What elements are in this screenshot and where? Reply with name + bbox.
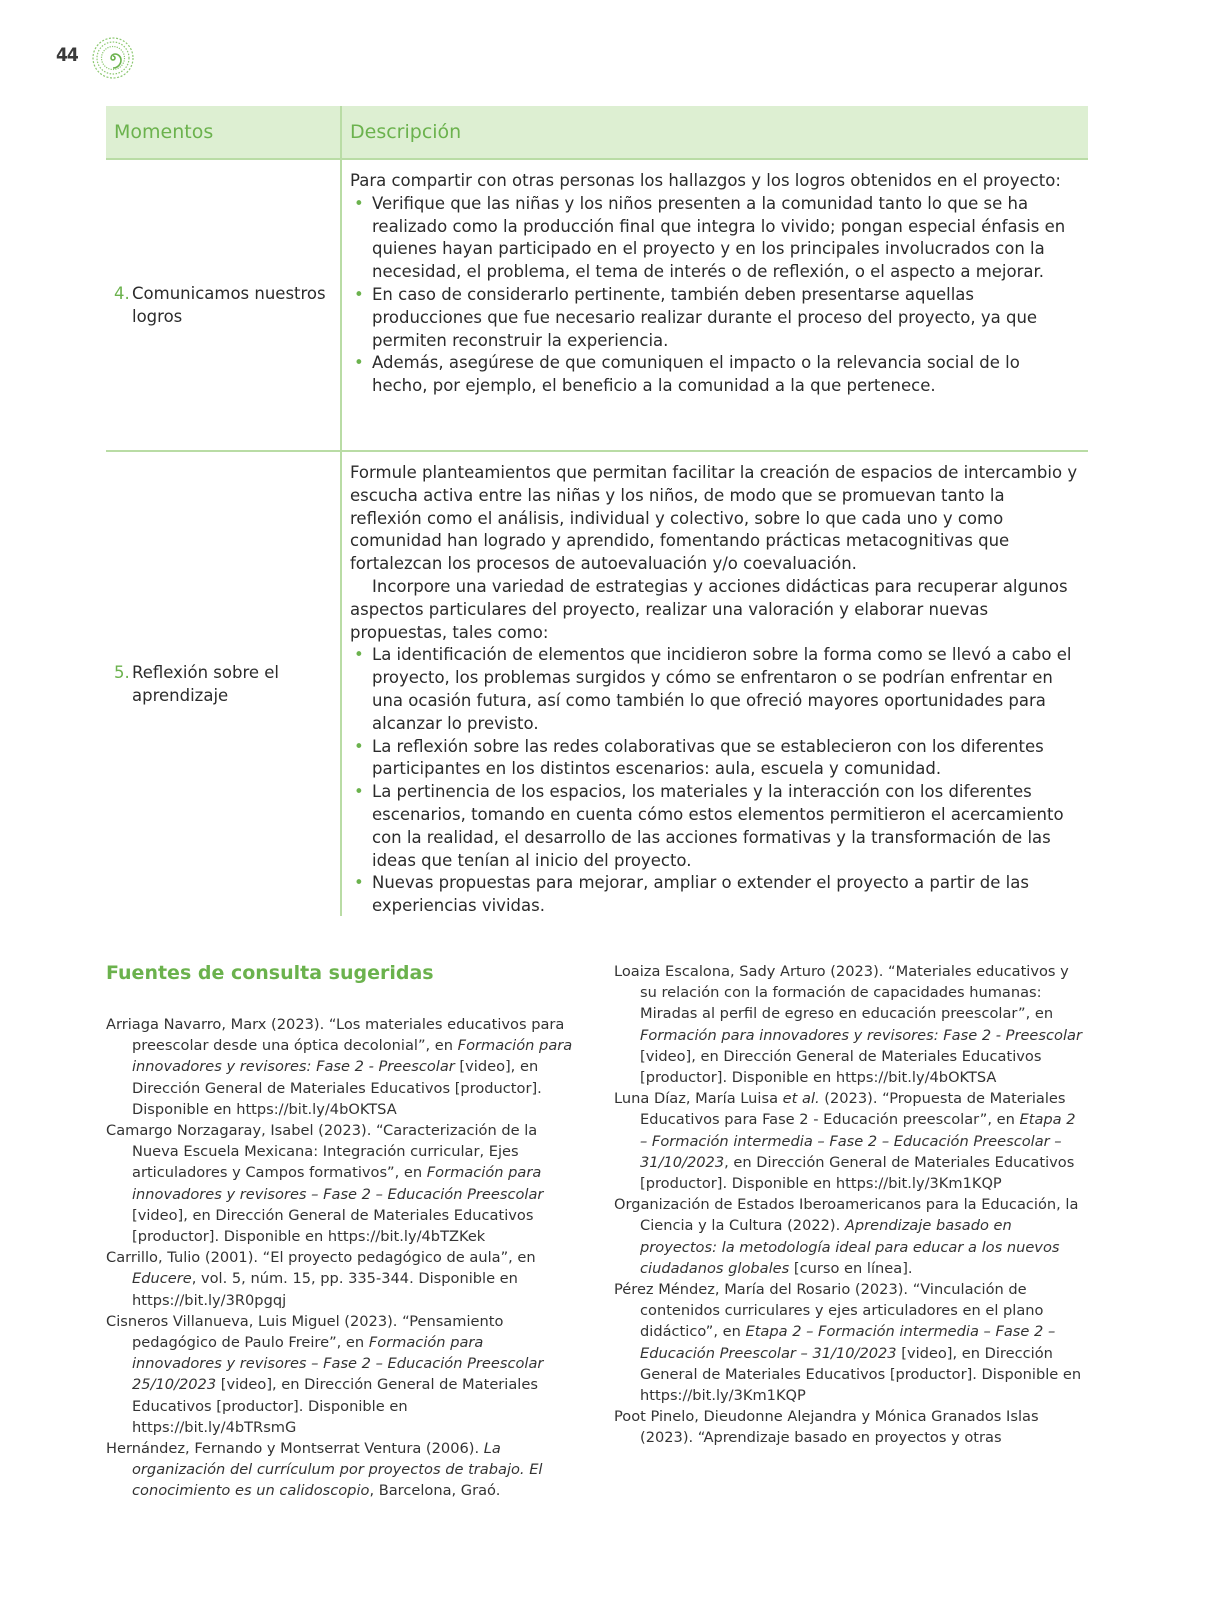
description-list [350, 193, 1080, 398]
list-item: • La identificación de elementos que incidieron sobre la forma como se llevó a cabo el proyecto, los problemas surgidos y cómo se enfrentaron o se podrían enfrentar en una ocasión futura, así como también lo que ofreció mayores oportunidades para alcanzar lo previsto. [354, 645, 1072, 733]
reference-item: Organización de Estados Iberoamericanos para la Educación, la Ciencia y la Cultura (2022). Aprendizaje basado en proyectos: la metodología ideal para educar a los nuevos ciudadanos globales [curso en línea]. [614, 1196, 1079, 1277]
bullet-icon: • [354, 193, 364, 213]
references-right-column [614, 961, 1084, 1449]
list-item: • La reflexión sobre las redes colaborativas que se establecieron con los diferentes participantes en los distintos escenarios: aula, escuela y comunidad. [354, 736, 1044, 779]
sources-title: Fuentes de consulta sugeridas [106, 962, 434, 984]
list-item: • Verifique que las niñas y los niños presenten a la comunidad tanto lo que se ha realizado como la producción final que integra lo vivido; pongan especial énfasis en quienes hayan participado en el proyecto y en los principales involucrados con la necesidad, el problema, el tema de interés o de reflexión, o el aspecto a mejorar. [354, 193, 1066, 282]
spiral-sun-logo-icon [91, 36, 135, 80]
bullet-icon: • [354, 873, 364, 893]
moment-label: Comunicamos nuestros logros [132, 284, 326, 326]
list-item: • Nuevas propuestas para mejorar, ampliar o extender el proyecto a partir de las experiencias vividas. [354, 873, 1029, 916]
description-intro: Para compartir con otras personas los hallazgos y los logros obtenidos en el proyecto: [350, 171, 1061, 190]
moment-number: 4. [114, 284, 130, 303]
bullet-icon: • [354, 782, 364, 802]
reference-item: Poot Pinelo, Dieudonne Alejandra y Mónica Granados Islas (2023). “Aprendizaje basado en proyectos y otras [614, 1408, 1039, 1447]
table-row [106, 160, 1088, 452]
reference-item: Arriaga Navarro, Marx (2023). “Los materiales educativos para preescolar desde una óptica decolonial”, en Formación para innovadores y revisores: Fase 2 - Preescolar [video], en Dirección General de Materiales Educativos [productor]. Disponible en https://bit.ly/4bOKTSA [106, 1016, 573, 1118]
table-row [106, 452, 1088, 916]
reference-item: Hernández, Fernando y Montserrat Ventura (2006). La organización del currículum por proyectos de trabajo. El conocimiento es un calidoscopio, Barcelona, Graó. [106, 1440, 543, 1500]
moments-table [106, 106, 1088, 916]
bullet-icon: • [354, 645, 364, 665]
description-list [350, 644, 1080, 918]
reference-item: Carrillo, Tulio (2001). “El proyecto pedagógico de aula”, en Educere, vol. 5, núm. 15, pp. 335-344. Disponible en https://bit.ly/3R0pgqj [106, 1249, 536, 1309]
reference-item: Camargo Norzagaray, Isabel (2023). “Caracterización de la Nueva Escuela Mexicana: Integración curricular, Ejes articuladores y Campos formativos”, en Formación para innovadores y revisores – Fase 2 – Educación Preescolar [video], en Dirección General de Materiales Educativos [productor]. Disponible en https://bit.ly/4bTZKek [106, 1122, 544, 1246]
header-descripcion: Descripción [350, 121, 462, 143]
list-item: • La pertinencia de los espacios, los materiales y la interacción con los diferentes escenarios, tomando en cuenta cómo estos elementos permitieron el acercamiento con la realidad, el desarrollo de las acciones formativas y la transformación de las ideas que tenían al inicio del proyecto. [354, 782, 1064, 870]
description-cell [342, 160, 1088, 450]
references-left-column [106, 1014, 576, 1502]
table-header [106, 106, 1088, 160]
description-cell [342, 452, 1088, 916]
description-intro-2: Incorpore una variedad de estrategias y acciones didácticas para recuperar algunos aspectos particulares del proyecto, realizar una valoración y elaborar nuevas propuestas, tales como: [350, 576, 1068, 642]
moment-label: Reflexión sobre el aprendizaje [132, 663, 279, 705]
header-momentos: Momentos [106, 106, 342, 158]
moment-cell [106, 160, 342, 450]
moment-number: 5. [114, 663, 130, 682]
reference-item: Luna Díaz, María Luisa et al. (2023). “Propuesta de Materiales Educativos para Fase 2 - Educación preescolar”, en Etapa 2 – Formación intermedia – Fase 2 – Educación Preescolar – 31/10/2023, en Dirección General de Materiales Educativos [productor]. Disponible en https://bit.ly/3Km1KQP [614, 1090, 1076, 1193]
bullet-icon: • [354, 736, 364, 756]
list-item: • En caso de considerarlo pertinente, también deben presentarse aquellas producciones que fue necesario realizar durante el proceso del proyecto, ya que permiten reconstruir la experiencia. [354, 284, 1038, 350]
moment-cell [106, 452, 342, 916]
reference-item: Cisneros Villanueva, Luis Miguel (2023). “Pensamiento pedagógico de Paulo Freire”, en Formación para innovadores y revisores – Fase 2 – Educación Preescolar 25/10/2023 [video], en Dirección General de Materiales Educativos [productor]. Disponible en https://bit.ly/4bTRsmG [106, 1312, 544, 1436]
reference-item: Pérez Méndez, María del Rosario (2023). “Vinculación de contenidos curriculares y ejes articuladores en el plano didáctico”, en Etapa 2 – Formación intermedia – Fase 2 – Educación Preescolar – 31/10/2023 [video], en Dirección General de Materiales Educativos [productor]. Disponible en https://bit.ly/3Km1KQP [614, 1281, 1082, 1405]
list-item: • Además, asegúrese de que comuniquen el impacto o la relevancia social de lo hecho, por ejemplo, el beneficio a la comunidad a la que pertenece. [354, 353, 1020, 396]
page-number: 44 [56, 44, 78, 66]
reference-item: Loaiza Escalona, Sady Arturo (2023). “Materiales educativos y su relación con la formación de capacidades humanas: Miradas al perfil de egreso en educación preescolar”, en Formación para innovadores y revisores: Fase 2 - Preescolar [video], en Dirección General de Materiales Educativos [productor]. Disponible en https://bit.ly/4bOKTSA [614, 963, 1082, 1087]
description-intro: Formule planteamientos que permitan facilitar la creación de espacios de intercambio y escucha activa entre las niñas y los niños, de modo que se promuevan tanto la reflexión como el análisis, individual y colectivo, sobre lo que cada uno y como comunidad han logrado y aprendido, fomentando prácticas metacognitivas que fortalezcan los procesos de autoevaluación y/o coevaluación. [350, 463, 1078, 574]
bullet-icon: • [354, 353, 364, 373]
bullet-icon: • [354, 284, 364, 304]
